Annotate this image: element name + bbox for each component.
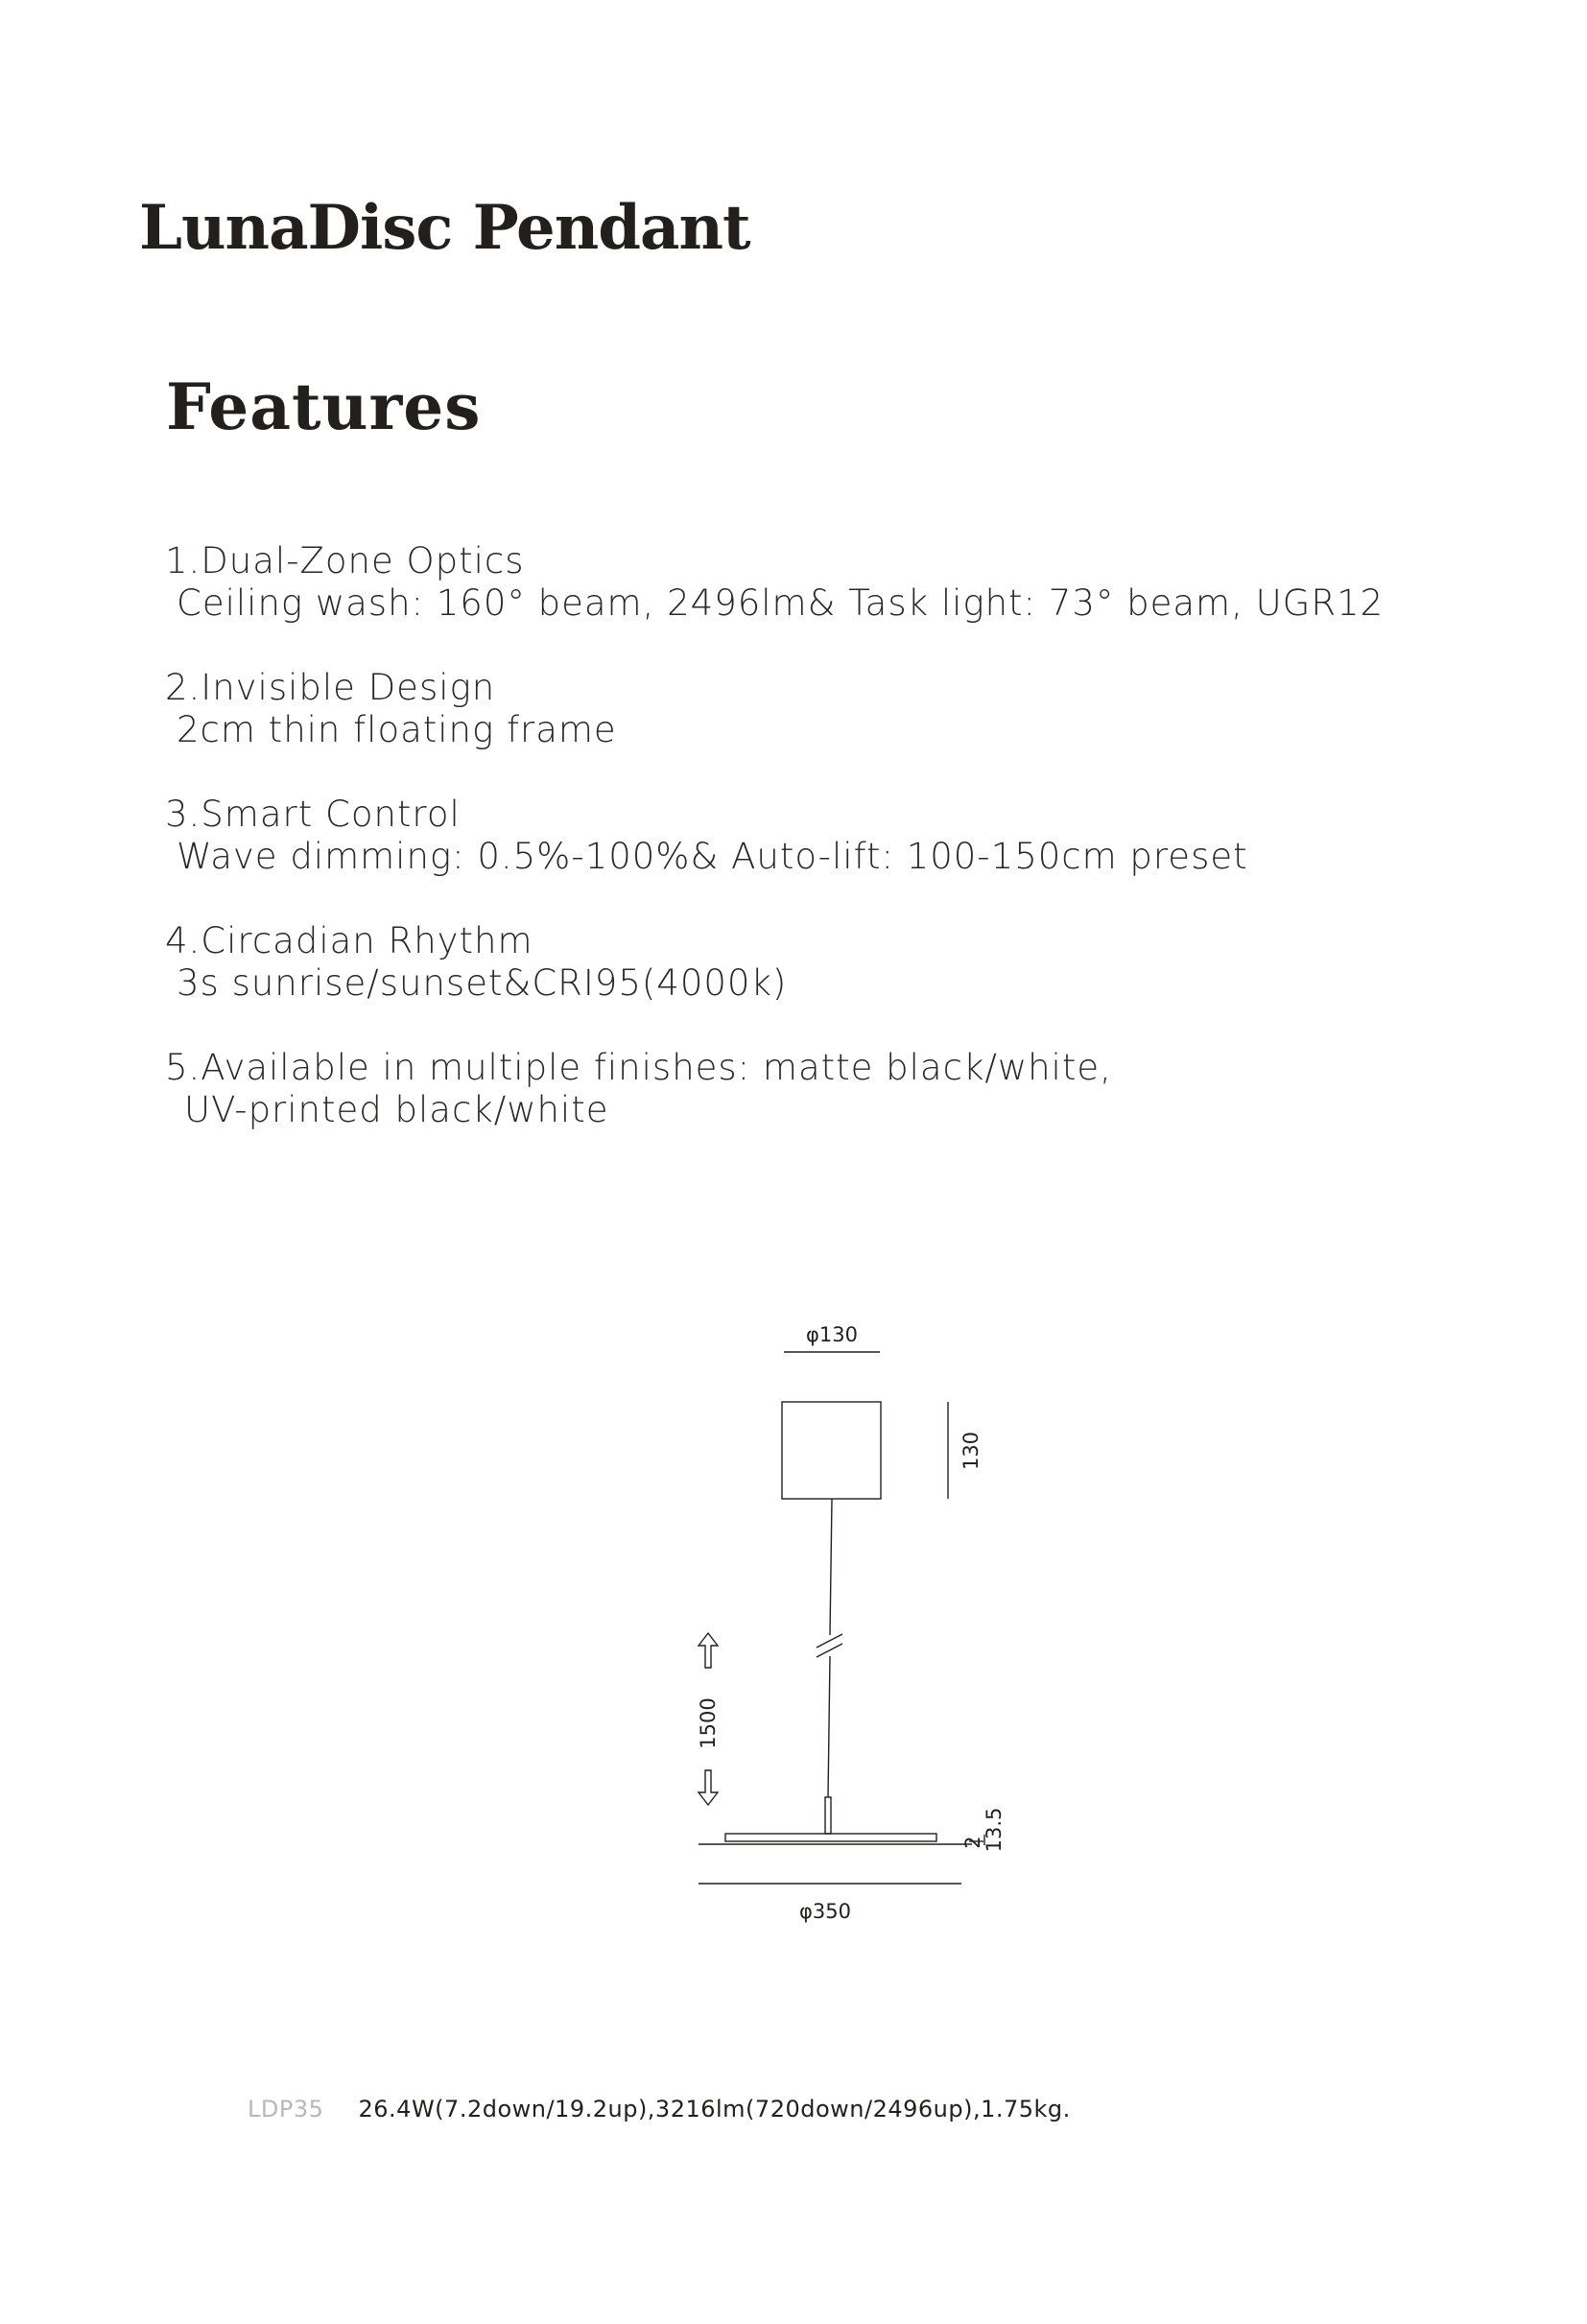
feature-detail: 2cm thin floating frame [177,709,617,750]
cable-length-label: 1500 [697,1697,720,1749]
disc-total-height-label: 13.5 [983,1807,1006,1853]
disc-diameter-label: φ350 [799,1900,851,1923]
disc-shape [725,1834,936,1841]
dimension-drawing [652,1305,1094,1957]
cable-upper [830,1499,832,1635]
feature-item [165,1047,1412,1131]
product-title: LunaDisc Pendant [139,192,750,264]
pendant-technical-drawing [652,1305,1094,1957]
feature-detail: UV-printed black/white [184,1089,609,1130]
arrow-up-icon [699,1633,718,1668]
feature-heading: 5.Available in multiple finishes: matte black/white, [165,1047,1112,1088]
spec-text: 26.4W(7.2down/19.2up),3216lm(720down/2496up),1.75kg. [358,2096,1071,2122]
feature-item [165,794,1412,878]
feature-detail: Ceiling wash: 160° beam, 2496lm& Task light: 73° beam, UGR12 [177,582,1385,624]
model-number: LDP35 [248,2096,324,2122]
cable-connector [825,1797,831,1834]
disc-thickness-label: 2 [961,1836,984,1849]
features-heading: Features [166,369,482,444]
canopy-shape [782,1402,881,1499]
feature-item [165,540,1412,625]
feature-heading: 3.Smart Control [165,794,461,835]
feature-detail: 3s sunrise/sunset&CRI95(4000k) [177,962,788,1004]
top-diameter-label: φ130 [806,1323,858,1346]
feature-heading: 4.Circadian Rhythm [165,920,533,961]
feature-heading: 1.Dual-Zone Optics [165,540,525,581]
feature-item [165,667,1412,751]
feature-detail: Wave dimming: 0.5%-100%& Auto-lift: 100-150cm preset [177,836,1248,877]
features-list [165,540,1412,1174]
canopy-height-label: 130 [959,1431,983,1471]
arrow-down-icon [699,1770,718,1805]
cable-lower [828,1656,830,1797]
spec-line [248,2096,1071,2122]
feature-item [165,920,1412,1005]
feature-heading: 2.Invisible Design [165,667,496,708]
